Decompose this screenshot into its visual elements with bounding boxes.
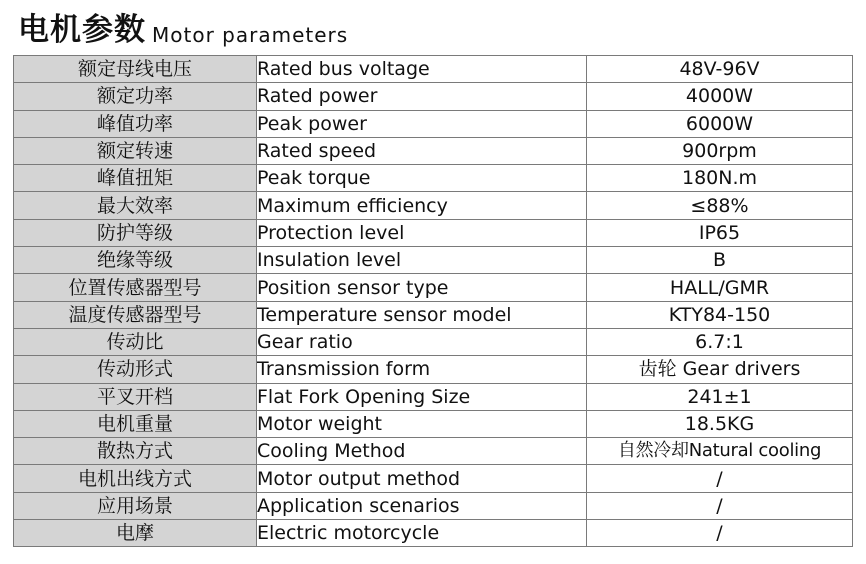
table-row: [14, 56, 853, 83]
param-value: 4000W: [587, 83, 853, 110]
param-name-cn: 位置传感器型号: [14, 274, 257, 301]
param-name-en: Protection level: [257, 219, 587, 246]
param-name-en: Insulation level: [257, 247, 587, 274]
param-name-cn: 散热方式: [14, 438, 257, 465]
table-row: [14, 520, 853, 547]
param-value: HALL/GMR: [587, 274, 853, 301]
param-value: /: [587, 465, 853, 492]
param-value: 48V-96V: [587, 56, 853, 83]
table-row: [14, 219, 853, 246]
param-value: 6.7:1: [587, 328, 853, 355]
table-row: [14, 137, 853, 164]
table-row: [14, 328, 853, 355]
page-title: [18, 6, 348, 50]
param-name-cn: 防护等级: [14, 219, 257, 246]
title-chinese: 电机参数: [18, 12, 146, 48]
title-english: Motor parameters: [152, 23, 349, 47]
param-name-en: Application scenarios: [257, 492, 587, 519]
param-name-cn: 额定功率: [14, 83, 257, 110]
param-name-cn: 传动比: [14, 328, 257, 355]
param-name-cn: 电机出线方式: [14, 465, 257, 492]
param-value: KTY84-150: [587, 301, 853, 328]
param-name-en: Motor output method: [257, 465, 587, 492]
param-value: B: [587, 247, 853, 274]
param-name-en: Peak torque: [257, 165, 587, 192]
param-name-cn: 电机重量: [14, 410, 257, 437]
motor-parameters-table: [13, 55, 853, 547]
param-name-cn: 应用场景: [14, 492, 257, 519]
table-row: [14, 165, 853, 192]
param-value: ≤88%: [587, 192, 853, 219]
param-name-en: Cooling Method: [257, 438, 587, 465]
param-name-en: Gear ratio: [257, 328, 587, 355]
param-name-cn: 峰值功率: [14, 110, 257, 137]
param-name-cn: 平叉开档: [14, 383, 257, 410]
param-name-en: Peak power: [257, 110, 587, 137]
param-value: 241±1: [587, 383, 853, 410]
param-name-en: Rated speed: [257, 137, 587, 164]
param-name-cn: 额定转速: [14, 137, 257, 164]
table-row: [14, 383, 853, 410]
param-name-cn: 最大效率: [14, 192, 257, 219]
table-row: [14, 301, 853, 328]
param-value: /: [587, 520, 853, 547]
param-value: IP65: [587, 219, 853, 246]
param-value: 18.5KG: [587, 410, 853, 437]
param-name-cn: 电摩: [14, 520, 257, 547]
table-row: [14, 465, 853, 492]
param-name-en: Temperature sensor model: [257, 301, 587, 328]
table-row: [14, 438, 853, 465]
table-row: [14, 192, 853, 219]
param-name-en: Rated power: [257, 83, 587, 110]
param-value: 900rpm: [587, 137, 853, 164]
param-name-en: Maximum efficiency: [257, 192, 587, 219]
table-row: [14, 410, 853, 437]
table-row: [14, 492, 853, 519]
param-name-cn: 峰值扭矩: [14, 165, 257, 192]
table-row: [14, 274, 853, 301]
param-name-cn: 传动形式: [14, 356, 257, 383]
param-value: 6000W: [587, 110, 853, 137]
param-value: 180N.m: [587, 165, 853, 192]
param-name-cn: 绝缘等级: [14, 247, 257, 274]
param-name-en: Rated bus voltage: [257, 56, 587, 83]
param-value: 齿轮 Gear drivers: [587, 356, 853, 383]
param-name-en: Flat Fork Opening Size: [257, 383, 587, 410]
table-row: [14, 83, 853, 110]
param-name-en: Motor weight: [257, 410, 587, 437]
param-name-cn: 额定母线电压: [14, 56, 257, 83]
param-name-en: Transmission form: [257, 356, 587, 383]
param-name-cn: 温度传感器型号: [14, 301, 257, 328]
param-name-en: Electric motorcycle: [257, 520, 587, 547]
param-name-en: Position sensor type: [257, 274, 587, 301]
table-row: [14, 110, 853, 137]
table-row: [14, 247, 853, 274]
param-value: /: [587, 492, 853, 519]
table-body: [14, 56, 853, 547]
param-value: 自然冷却Natural cooling: [587, 438, 853, 465]
table-row: [14, 356, 853, 383]
